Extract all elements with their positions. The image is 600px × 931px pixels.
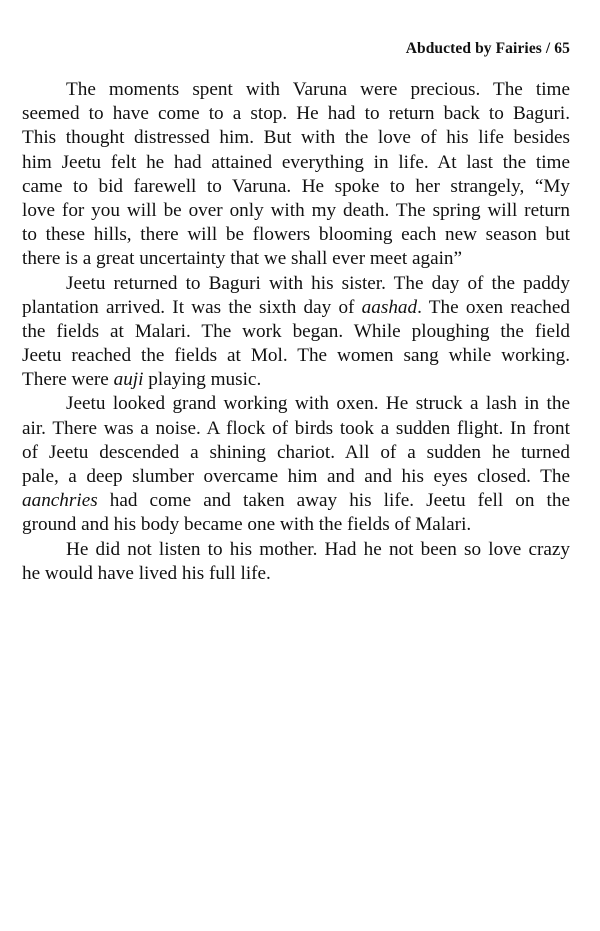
paragraph xyxy=(22,392,570,537)
text-line: came to bid farewell to Varuna. He spoke to her strangely, “My xyxy=(22,175,570,197)
text-line: aanchries had come and taken away his life. Jeetu fell on the xyxy=(22,490,570,512)
paragraph xyxy=(22,538,570,586)
text-line: Jeetu returned to Baguri with his sister. The day of the paddy xyxy=(66,272,570,294)
paragraph xyxy=(22,272,570,393)
text-line: there is a great uncertainty that we shall ever meet again” xyxy=(22,248,463,270)
running-title: Abducted by Fairies / 65 xyxy=(405,40,570,57)
text-line: The moments spent with Varuna were precious. The time xyxy=(66,79,570,100)
text-line: he would have lived his full life. xyxy=(22,562,271,584)
text-line: seemed to have come to a stop. He had to return back to Baguri. xyxy=(22,103,570,125)
body-text xyxy=(22,78,570,586)
text-line: pale, a deep slumber overcame him and and his eyes closed. The xyxy=(22,466,570,487)
text-line: air. There was a noise. A flock of birds took a sudden flight. In front xyxy=(22,417,570,439)
text-line: of Jeetu descended a shining chariot. All of a sudden he turned xyxy=(22,441,570,463)
italic-term: aanchries xyxy=(22,490,98,512)
running-header xyxy=(406,40,570,58)
paragraph xyxy=(22,78,570,272)
text-line: This thought distressed him. But with the love of his life besides xyxy=(22,127,570,149)
text-line: He did not listen to his mother. Had he not been so love crazy xyxy=(66,538,570,560)
text-line: plantation arrived. It was the sixth day of aashad. The oxen reached xyxy=(22,296,571,318)
text-line: him Jeetu felt he had attained everything in life. At last the time xyxy=(22,151,570,173)
text-line: ground and his body became one with the fields of Malari. xyxy=(22,514,472,536)
italic-term: auji xyxy=(113,369,144,391)
italic-term: aashad xyxy=(361,296,418,318)
text-line: There were auji playing music. xyxy=(22,369,262,391)
text-line: love for you will be over only with my death. The spring will return xyxy=(22,199,570,221)
text-line: the fields at Malari. The work began. While ploughing the field xyxy=(22,320,570,342)
text-line: Jeetu reached the fields at Mol. The women sang while working. xyxy=(22,345,570,367)
text-line: Jeetu looked grand working with oxen. He struck a lash in the xyxy=(66,393,570,415)
text-line: to these hills, there will be flowers blooming each new season but xyxy=(22,224,570,246)
